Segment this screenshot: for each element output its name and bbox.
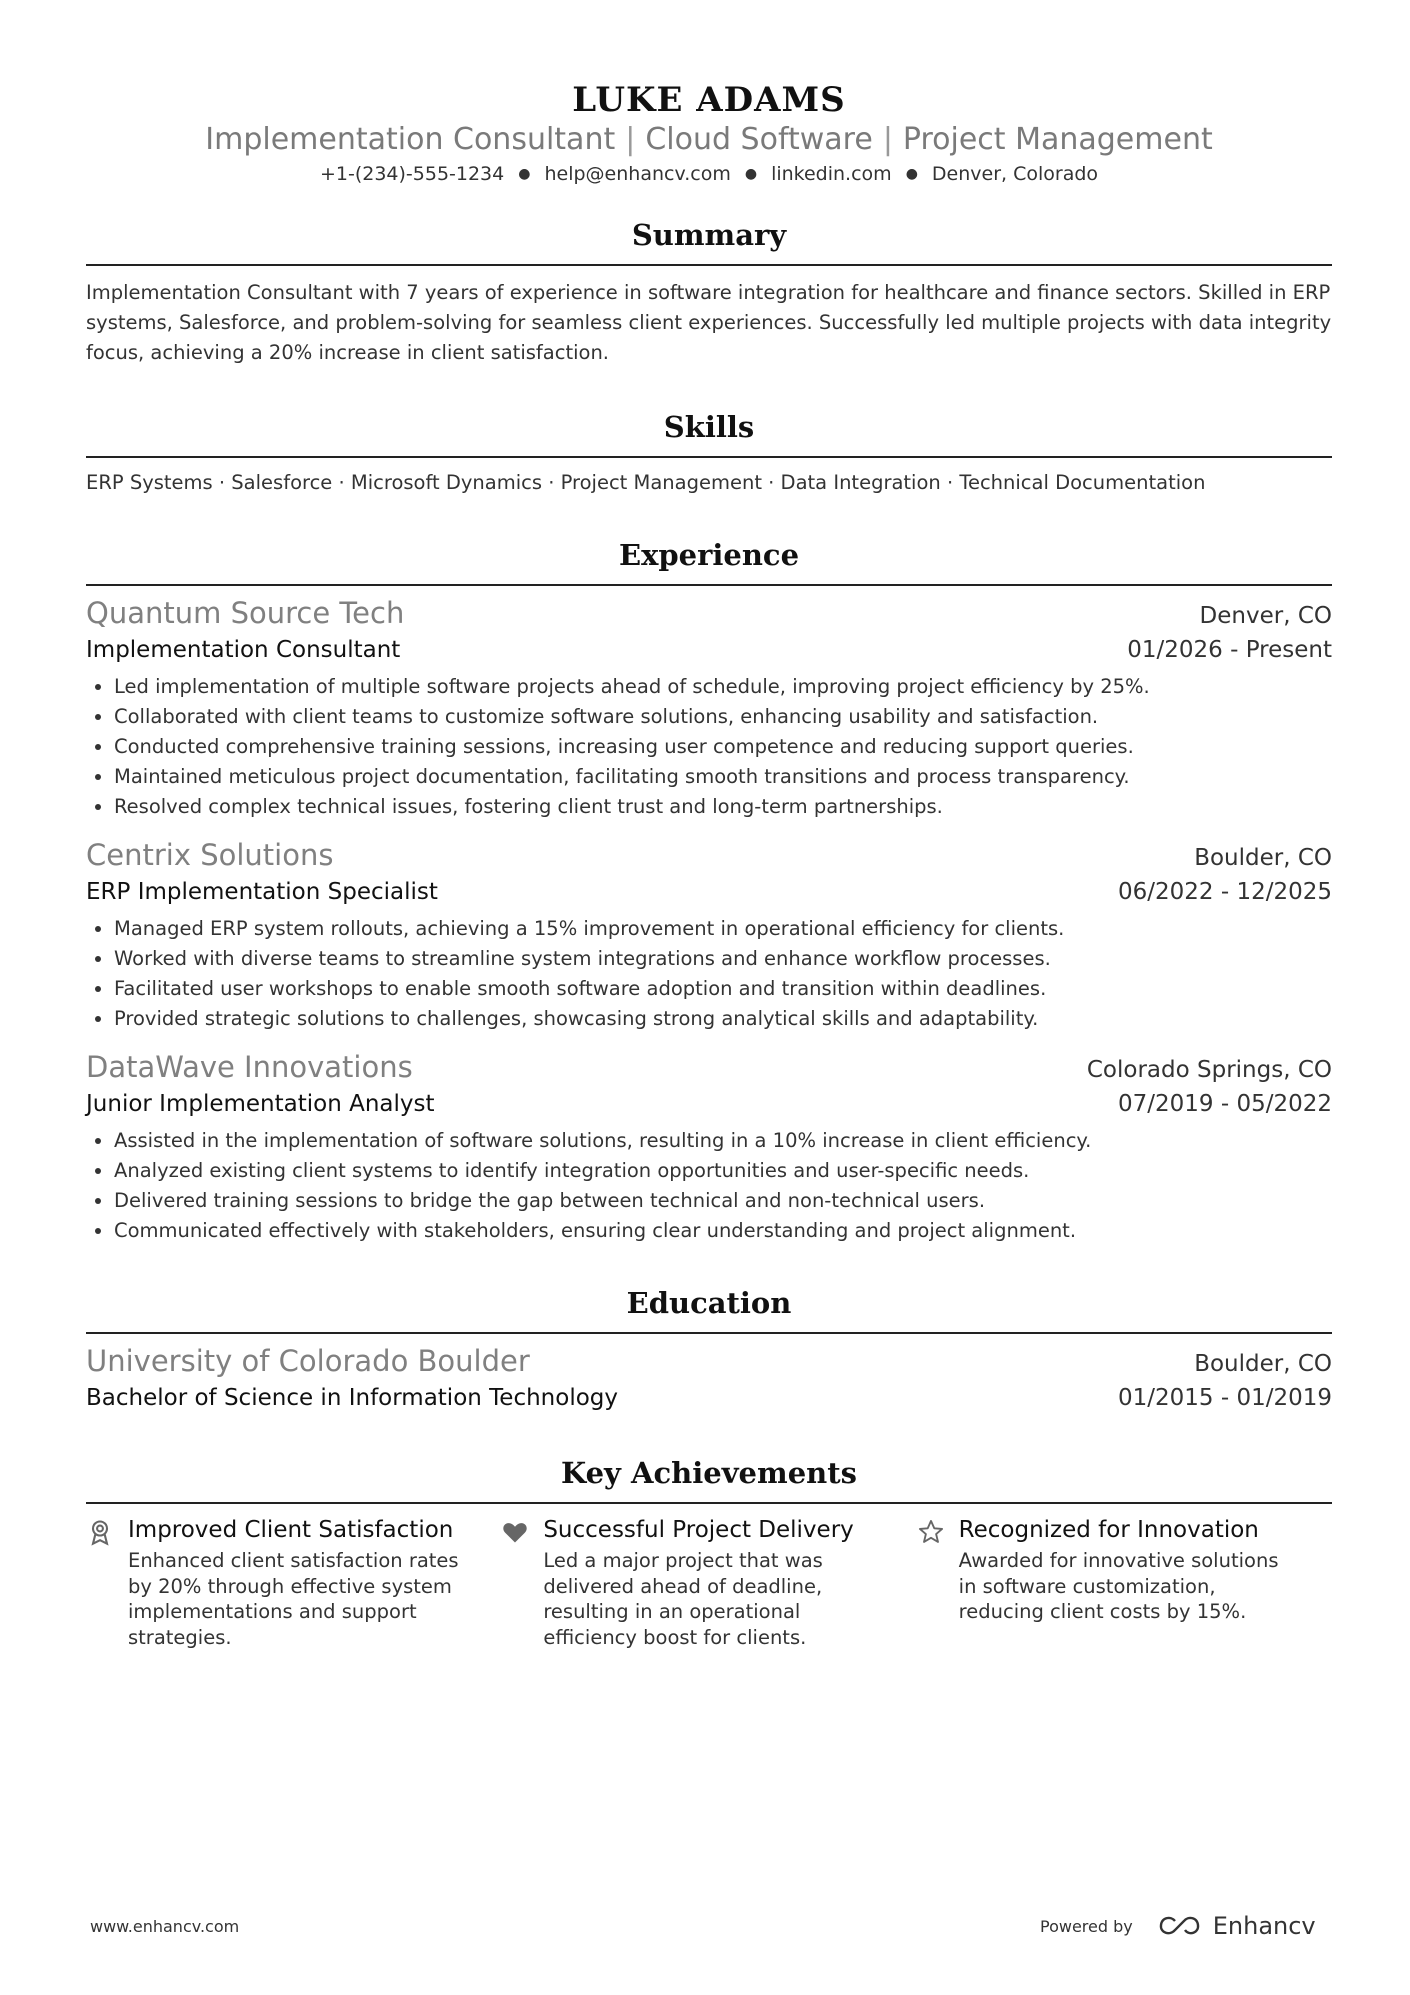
company-name: DataWave Innovations — [86, 1050, 413, 1084]
education-dates: 01/2015 - 01/2019 — [1117, 1385, 1332, 1411]
summary-section — [86, 216, 1332, 368]
job-location: Colorado Springs, CO — [1086, 1057, 1332, 1083]
job-title: ERP Implementation Specialist — [86, 879, 438, 905]
job-bullets — [86, 914, 1332, 1034]
candidate-name: LUKE ADAMS — [572, 80, 846, 120]
job-location: Denver, CO — [1199, 603, 1332, 629]
headline — [86, 120, 1332, 160]
section-divider — [86, 264, 1332, 266]
job-bullet: • Analyzed existing client systems to identify integration opportunities and user-specific needs. — [114, 1156, 1332, 1186]
experience-heading: Experience — [618, 538, 800, 572]
email-link[interactable]: help@enhancv.com — [544, 163, 731, 185]
education-entry — [86, 1342, 1332, 1416]
job-title: Junior Implementation Analyst — [86, 1091, 435, 1117]
location: Denver, Colorado — [931, 163, 1099, 185]
company-name: Centrix Solutions — [86, 838, 334, 872]
section-divider — [86, 1332, 1332, 1334]
job-entry — [86, 594, 1332, 822]
job-bullet: • Maintained meticulous project documentation, facilitating smooth transitions and process transparency. — [114, 762, 1332, 792]
bullet-separator: ● — [518, 166, 531, 182]
enhancv-logo[interactable] — [1157, 1912, 1316, 1940]
job-entry — [86, 836, 1332, 1034]
award-icon — [86, 1514, 128, 1650]
heart-icon — [501, 1514, 543, 1650]
achievement-description: Awarded for innovative solutions in software customization, reducing client costs by 15%. — [958, 1549, 1279, 1623]
skills-list: ERP Systems · Salesforce · Microsoft Dynamics · Project Management · Data Integration · Technical Documentation — [86, 471, 1206, 494]
job-bullet: • Managed ERP system rollouts, achieving a 15% improvement in operational efficiency for clients. — [114, 914, 1332, 944]
achievements-section — [86, 1454, 1332, 1650]
job-bullet: • Collaborated with client teams to customize software solutions, enhancing usability and satisfaction. — [114, 702, 1332, 732]
skills-section — [86, 408, 1332, 498]
job-location: Boulder, CO — [1194, 845, 1332, 871]
achievement-title: Successful Project Delivery — [543, 1517, 854, 1543]
skills-heading: Skills — [663, 410, 755, 444]
bullet-separator: ● — [905, 166, 918, 182]
summary-text: Implementation Consultant with 7 years of experience in software integration for healthcare and finance sectors. Skilled in ERP systems, Salesforce, and problem-solving for seamless client experiences. Successfully led multiple projects with data integrity focus, achieving a 20% increase in client satisfaction. — [86, 281, 1332, 364]
achievement-item — [86, 1514, 501, 1650]
headline-separator: | — [625, 122, 636, 157]
job-dates: 07/2019 - 05/2022 — [1117, 1091, 1332, 1117]
achievement-description: Enhanced client satisfaction rates by 20% through effective system implementations and support strategies. — [128, 1549, 459, 1649]
section-divider — [86, 456, 1332, 458]
achievement-item — [917, 1514, 1332, 1650]
headline-separator: | — [882, 122, 893, 157]
degree: Bachelor of Science in Information Technology — [86, 1385, 618, 1411]
phone: +1-(234)-555-1234 — [319, 163, 505, 185]
job-bullet: • Provided strategic solutions to challenges, showcasing strong analytical skills and adaptability. — [114, 1004, 1332, 1034]
job-entry — [86, 1048, 1332, 1246]
job-dates: 01/2026 - Present — [1127, 637, 1332, 663]
enhancv-logo-icon — [1157, 1913, 1203, 1939]
education-heading: Education — [626, 1286, 792, 1320]
job-bullets — [86, 672, 1332, 822]
school-location: Boulder, CO — [1194, 1351, 1332, 1377]
powered-by-label: Powered by — [1040, 1916, 1133, 1936]
job-bullet: • Conducted comprehensive training sessions, increasing user competence and reducing support queries. — [114, 732, 1332, 762]
linkedin-link[interactable]: linkedin.com — [771, 163, 892, 185]
job-bullet: • Communicated effectively with stakeholders, ensuring clear understanding and project alignment. — [114, 1216, 1332, 1246]
job-title: Implementation Consultant — [86, 637, 401, 663]
footer-website-link[interactable]: www.enhancv.com — [90, 1917, 240, 1936]
headline-title-2: Cloud Software — [645, 122, 873, 157]
brand-name: Enhancv — [1212, 1912, 1316, 1940]
star-icon — [917, 1514, 959, 1650]
education-section — [86, 1284, 1332, 1416]
job-bullet: • Delivered training sessions to bridge the gap between technical and non-technical users. — [114, 1186, 1332, 1216]
achievements-heading: Key Achievements — [561, 1456, 857, 1490]
job-bullet: • Led implementation of multiple software projects ahead of schedule, improving project efficiency by 25%. — [114, 672, 1332, 702]
resume-header — [86, 78, 1332, 188]
company-name: Quantum Source Tech — [86, 596, 405, 630]
job-bullet: • Facilitated user workshops to enable smooth software adoption and transition within deadlines. — [114, 974, 1332, 1004]
bullet-separator: ● — [744, 166, 758, 182]
contact-line — [86, 160, 1332, 188]
job-bullet: • Resolved complex technical issues, fostering client trust and long-term partnerships. — [114, 792, 1332, 822]
achievement-title: Improved Client Satisfaction — [128, 1517, 454, 1543]
section-divider — [86, 584, 1332, 586]
job-dates: 06/2022 - 12/2025 — [1117, 879, 1332, 905]
achievement-item — [501, 1514, 916, 1650]
achievement-title: Recognized for Innovation — [958, 1517, 1259, 1543]
school-name: University of Colorado Boulder — [86, 1344, 530, 1378]
job-bullets — [86, 1126, 1332, 1246]
footer-branding — [1040, 1912, 1316, 1940]
experience-section — [86, 536, 1332, 1246]
headline-title-3: Project Management — [902, 122, 1213, 157]
achievement-description: Led a major project that was delivered ahead of deadline, resulting in an operational efficiency boost for clients. — [543, 1549, 823, 1649]
headline-title-1: Implementation Consultant — [205, 122, 616, 157]
section-divider — [86, 1502, 1332, 1504]
summary-heading: Summary — [631, 218, 787, 252]
job-bullet: • Assisted in the implementation of software solutions, resulting in a 10% increase in client efficiency. — [114, 1126, 1332, 1156]
resume-page — [86, 0, 1332, 1650]
achievements-grid — [86, 1514, 1332, 1650]
job-bullet: • Worked with diverse teams to streamline system integrations and enhance workflow processes. — [114, 944, 1332, 974]
